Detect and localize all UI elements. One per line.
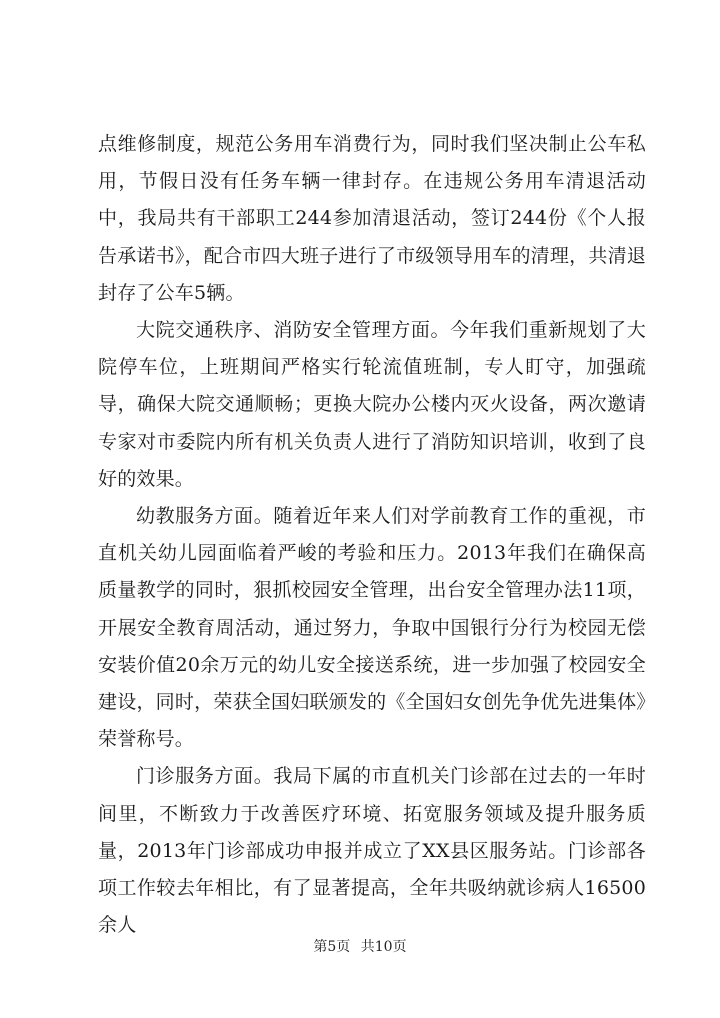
- page-total: 共10页: [360, 939, 407, 955]
- paragraph-traffic-fire-safety: 大院交通秩序、消防安全管理方面。今年我们重新规划了大院停车位，上班期间严格实行轮流值班制，专人盯守，加强疏导，确保大院交通顺畅；更换大院办公楼内灭火设备，两次邀请专家对市委院内所有机关负责人进行了消防知识培训，收到了良好的效果。: [98, 319, 646, 490]
- paragraph-clinic-service: 门诊服务方面。我局下属的市直机关门诊部在过去的一年时间里，不断致力于改善医疗环境、拓宽服务领域及提升服务质量，2013年门诊部成功申报并成立了XX县区服务站。门诊部各项工作较去年相比，有了显著提高，全年共吸纳就诊病人16500余人: [98, 765, 646, 937]
- page-footer: [0, 938, 720, 956]
- paragraph-kindergarten-service: 幼教服务方面。随着近年来人们对学前教育工作的重视，市直机关幼儿园面临着严峻的考验和压力。2013年我们在确保高质量教学的同时，狠抓校园安全管理，出台安全管理办法11项，开展安全教育周活动，通过努力，争取中国银行分行为校园无偿安装价值20余万元的幼儿安全接送系统，进一步加强了校园安全建设，同时，荣获全国妇联颁发的《全国妇女创先争优先进集体》荣誉称号。: [98, 505, 646, 751]
- document-body: [98, 126, 646, 944]
- paragraph-continuation: 点维修制度，规范公务用车消费行为，同时我们坚决制止公车私用，节假日没有任务车辆一律封存。在违规公务用车清退活动中，我局共有干部职工244参加清退活动，签订244份《个人报告承诺书》，配合市四大班子进行了市级领导用车的清理，共清退封存了公车5辆。: [98, 133, 646, 304]
- page-number: 第5页: [313, 939, 351, 955]
